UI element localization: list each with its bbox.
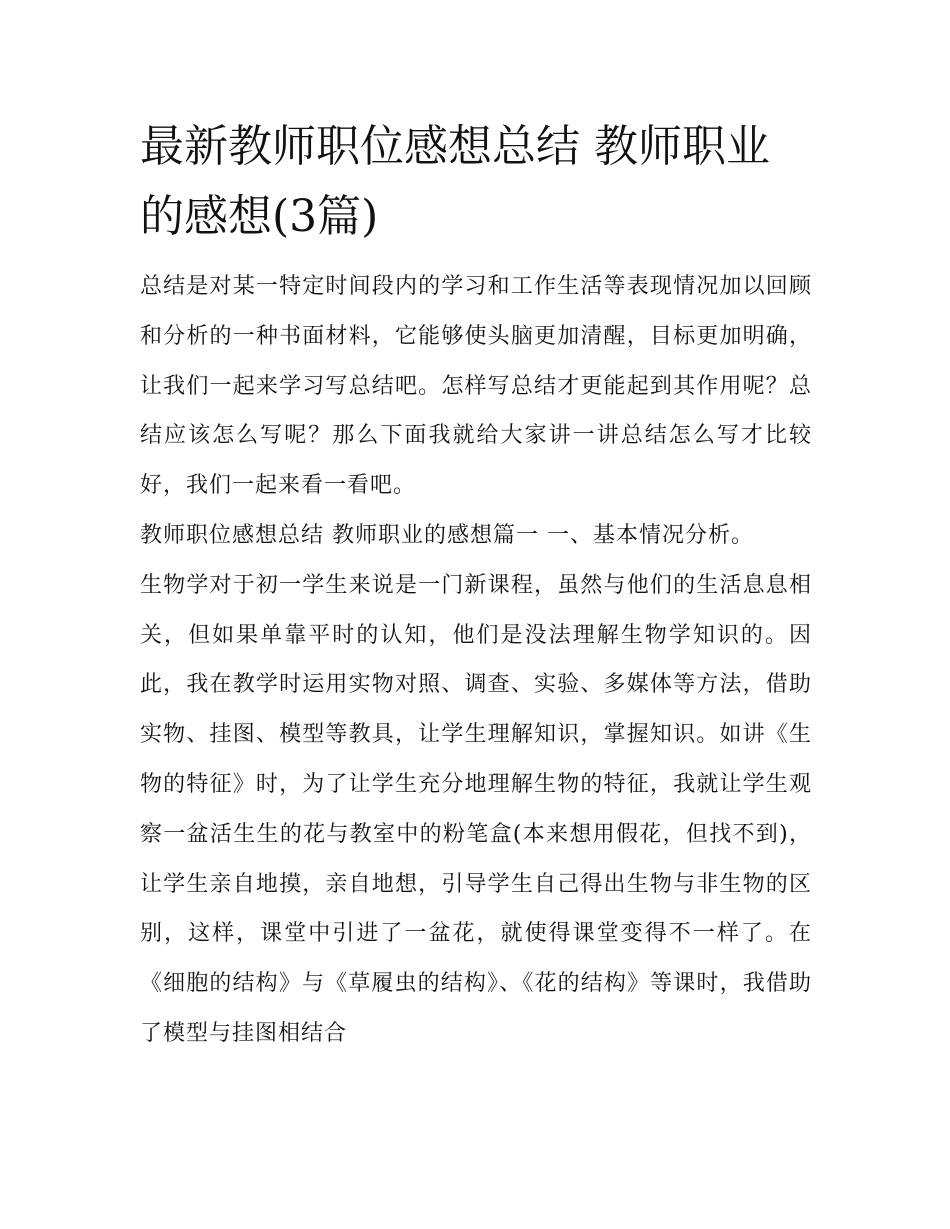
- section-heading-paragraph: 教师职位感想总结 教师职业的感想篇一 一、基本情况分析。: [140, 522, 754, 548]
- document-title: 最新教师职位感想总结 教师职业的感想(3篇): [140, 121, 770, 242]
- intro-paragraph: 总结是对某一特定时间段内的学习和工作生活等表现情况加以回顾和分析的一种书面材料，它能够使头脑更加清醒，目标更加明确，让我们一起来学习写总结吧。怎样写总结才更能起到其作用呢？总结应该怎么写呢？那么下面我就给大家讲一讲总结怎么写才比较好，我们一起来看一看吧。: [140, 274, 812, 499]
- document-page: [140, 112, 812, 1059]
- body-paragraph: 生物学对于初一学生来说是一门新课程，虽然与他们的生活息息相关，但如果单靠平时的认知，他们是没法理解生物学知识的。因此，我在教学时运用实物对照、调查、实验、多媒体等方法，借助实物、挂图、模型等教具，让学生理解知识，掌握知识。如讲《生物的特征》时，为了让学生充分地理解生物的特征，我就让学生观察一盆活生生的花与教室中的粉笔盒(本来想用假花，但找不到)，让学生亲自地摸，亲自地想，引导学生自己得出生物与非生物的区别，这样，课堂中引进了一盆花，就使得课堂变得不一样了。在《细胞的结构》与《草履虫的结构》、《花的结构》等课时，我借助了模型与挂图相结合: [140, 572, 812, 1046]
